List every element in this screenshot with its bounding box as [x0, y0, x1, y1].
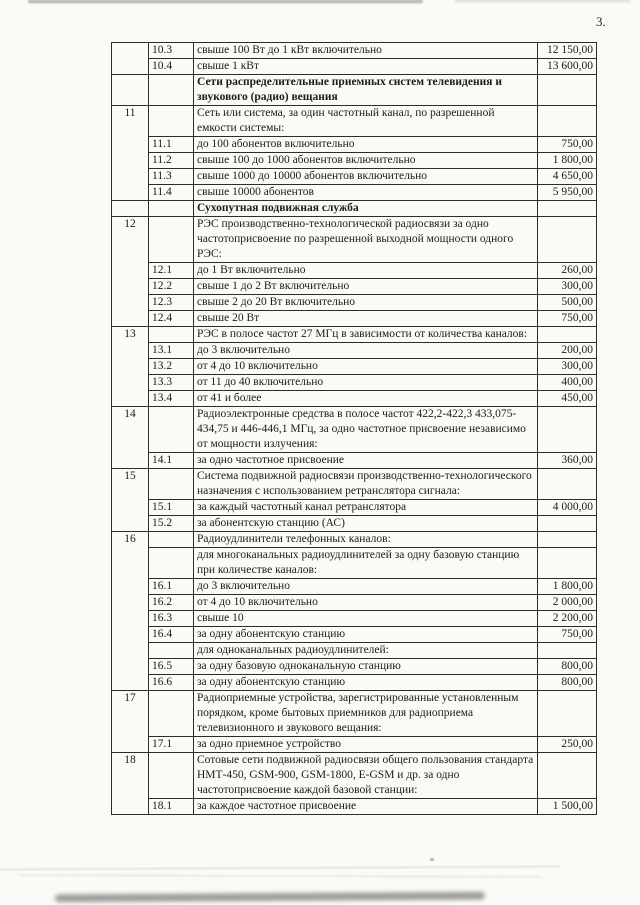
description-cell: за одну абонентскую станцию	[194, 627, 538, 643]
group-number-cell: 13	[112, 327, 149, 407]
table-row	[112, 627, 597, 643]
item-number-cell: 16.5	[149, 659, 194, 675]
price-cell: 4 650,00	[538, 169, 597, 185]
price-cell	[538, 753, 597, 799]
description-cell: до 3 включительно	[194, 579, 538, 595]
price-cell: 250,00	[538, 737, 597, 753]
price-cell: 1 800,00	[538, 153, 597, 169]
tariff-table	[111, 42, 597, 815]
description-cell: от 4 до 10 включительно	[194, 359, 538, 375]
description-cell: Радиоудлинители телефонных каналов:	[194, 532, 538, 548]
table-row	[112, 217, 597, 263]
table-row	[112, 327, 597, 343]
item-number-cell	[149, 532, 194, 548]
price-cell: 400,00	[538, 375, 597, 391]
table-row	[112, 453, 597, 469]
price-cell: 2 000,00	[538, 595, 597, 611]
price-cell	[538, 548, 597, 579]
scan-artifact-dot	[430, 858, 434, 861]
price-cell	[538, 75, 597, 106]
table-row	[112, 59, 597, 75]
price-cell: 750,00	[538, 311, 597, 327]
price-cell: 750,00	[538, 137, 597, 153]
price-cell	[538, 327, 597, 343]
description-cell: за одну базовую одноканальную станцию	[194, 659, 538, 675]
description-cell: Радиоприемные устройства, зарегистрированные установленным порядком, кроме бытовых приемников для радиоприема телевизионного и звукового вещания:	[194, 691, 538, 737]
table-row	[112, 675, 597, 691]
group-number-cell: 14	[112, 407, 149, 469]
price-cell: 4 000,00	[538, 500, 597, 516]
price-cell	[538, 643, 597, 659]
table-row	[112, 375, 597, 391]
table-row	[112, 43, 597, 59]
price-cell: 800,00	[538, 659, 597, 675]
description-cell: свыше 20 Вт	[194, 311, 538, 327]
table-row	[112, 295, 597, 311]
table-row	[112, 201, 597, 217]
description-cell: от 4 до 10 включительно	[194, 595, 538, 611]
item-number-cell: 13.2	[149, 359, 194, 375]
description-cell: Сотовые сети подвижной радиосвязи общего пользования стандарта НМТ-450, GSM-900, GSM-1800, E-GSM и др. за одно частотоприсвоение каждой базовой станции:	[194, 753, 538, 799]
description-cell: за каждый частотный канал ретранслятора	[194, 500, 538, 516]
section-header-cell: Сухопутная подвижная служба	[194, 201, 538, 217]
item-number-cell	[149, 469, 194, 500]
price-cell	[538, 106, 597, 137]
item-number-cell: 14.1	[149, 453, 194, 469]
table-row	[112, 185, 597, 201]
item-number-cell: 12.4	[149, 311, 194, 327]
description-cell: свыше 1 кВт	[194, 59, 538, 75]
price-cell: 12 150,00	[538, 43, 597, 59]
description-cell: свыше 100 до 1000 абонентов включительно	[194, 153, 538, 169]
group-number-cell	[112, 75, 149, 106]
table-row	[112, 579, 597, 595]
table-row	[112, 643, 597, 659]
price-cell	[538, 201, 597, 217]
item-number-cell: 18.1	[149, 799, 194, 815]
item-number-cell	[149, 217, 194, 263]
price-cell	[538, 516, 597, 532]
item-number-cell: 12.1	[149, 263, 194, 279]
description-cell: для многоканальных радиоудлинителей за одну базовую станцию при количестве каналов:	[194, 548, 538, 579]
table-row	[112, 516, 597, 532]
scan-artifact-top-right	[455, 0, 630, 2]
scan-artifact-bottom-smudge	[55, 892, 485, 903]
item-number-cell: 13.4	[149, 391, 194, 407]
price-cell: 5 950,00	[538, 185, 597, 201]
item-number-cell: 10.4	[149, 59, 194, 75]
group-number-cell	[112, 43, 149, 75]
item-number-cell	[149, 691, 194, 737]
item-number-cell: 15.1	[149, 500, 194, 516]
price-cell	[538, 407, 597, 453]
table-row	[112, 611, 597, 627]
item-number-cell	[149, 327, 194, 343]
price-cell	[538, 691, 597, 737]
description-cell: Радиоэлектронные средства в полосе частот 422,2-422,3 433,075-434,75 и 446-446,1 МГц, за одно частотное присвоение независимо от мощности излучения:	[194, 407, 538, 453]
group-number-cell: 16	[112, 532, 149, 691]
description-cell: от 11 до 40 включительно	[194, 375, 538, 391]
item-number-cell: 12.2	[149, 279, 194, 295]
scan-artifact-bottom-streak	[20, 874, 540, 878]
table-row	[112, 407, 597, 453]
table-row	[112, 153, 597, 169]
price-cell: 1 500,00	[538, 799, 597, 815]
table-row	[112, 359, 597, 375]
description-cell: для одноканальных радиоудлинителей:	[194, 643, 538, 659]
description-cell: за одно частотное присвоение	[194, 453, 538, 469]
description-cell: свыше 100 Вт до 1 кВт включительно	[194, 43, 538, 59]
description-cell: свыше 10	[194, 611, 538, 627]
price-cell	[538, 532, 597, 548]
item-number-cell	[149, 643, 194, 659]
item-number-cell: 16.3	[149, 611, 194, 627]
table-row	[112, 169, 597, 185]
page-number: 3.	[596, 14, 606, 29]
table-row	[112, 595, 597, 611]
description-cell: Система подвижной радиосвязи производственно-технологического назначения с использованием ретранслятора сигнала:	[194, 469, 538, 500]
description-cell: РЭС производственно-технологической радиосвязи за одно частотоприсвоение по разрешенной выходной мощности одного РЭС:	[194, 217, 538, 263]
description-cell: до 1 Вт включительно	[194, 263, 538, 279]
item-number-cell	[149, 201, 194, 217]
group-number-cell	[112, 201, 149, 217]
description-cell: до 100 абонентов включительно	[194, 137, 538, 153]
price-cell: 360,00	[538, 453, 597, 469]
item-number-cell: 16.6	[149, 675, 194, 691]
item-number-cell: 11.3	[149, 169, 194, 185]
price-cell: 800,00	[538, 675, 597, 691]
table-row	[112, 753, 597, 799]
description-cell: до 3 включительно	[194, 343, 538, 359]
group-number-cell: 11	[112, 106, 149, 201]
item-number-cell	[149, 75, 194, 106]
item-number-cell: 12.3	[149, 295, 194, 311]
table-row	[112, 391, 597, 407]
item-number-cell: 16.4	[149, 627, 194, 643]
item-number-cell: 16.2	[149, 595, 194, 611]
item-number-cell: 11.2	[149, 153, 194, 169]
price-cell: 500,00	[538, 295, 597, 311]
item-number-cell: 11.4	[149, 185, 194, 201]
description-cell: за каждое частотное присвоение	[194, 799, 538, 815]
description-cell: свыше 1 до 2 Вт включительно	[194, 279, 538, 295]
scan-artifact-top-left	[28, 0, 423, 3]
item-number-cell: 10.3	[149, 43, 194, 59]
price-cell: 300,00	[538, 359, 597, 375]
group-number-cell: 17	[112, 691, 149, 753]
table-row	[112, 311, 597, 327]
price-cell: 1 800,00	[538, 579, 597, 595]
table-row	[112, 279, 597, 295]
item-number-cell	[149, 407, 194, 453]
price-cell: 300,00	[538, 279, 597, 295]
table-row	[112, 691, 597, 737]
description-cell: Сеть или система, за один частотный канал, по разрешенной емкости системы:	[194, 106, 538, 137]
description-cell: за одно приемное устройство	[194, 737, 538, 753]
description-cell: свыше 2 до 20 Вт включительно	[194, 295, 538, 311]
group-number-cell: 15	[112, 469, 149, 532]
price-cell: 750,00	[538, 627, 597, 643]
item-number-cell: 11.1	[149, 137, 194, 153]
description-cell: свыше 10000 абонентов	[194, 185, 538, 201]
price-cell	[538, 217, 597, 263]
description-cell: за одну абонентскую станцию	[194, 675, 538, 691]
price-cell	[538, 469, 597, 500]
table-row	[112, 500, 597, 516]
table-row	[112, 137, 597, 153]
table-row	[112, 548, 597, 579]
item-number-cell: 13.1	[149, 343, 194, 359]
item-number-cell	[149, 106, 194, 137]
table-row	[112, 532, 597, 548]
description-cell: от 41 и более	[194, 391, 538, 407]
item-number-cell: 13.3	[149, 375, 194, 391]
group-number-cell: 18	[112, 753, 149, 815]
table-row	[112, 106, 597, 137]
price-cell: 2 200,00	[538, 611, 597, 627]
description-cell: РЭС в полосе частот 27 МГц в зависимости от количества каналов:	[194, 327, 538, 343]
section-header-cell: Сети распределительные приемных систем телевидения и звукового (радио) вещания	[194, 75, 538, 106]
table-row	[112, 263, 597, 279]
item-number-cell: 17.1	[149, 737, 194, 753]
table-row	[112, 659, 597, 675]
table-row	[112, 75, 597, 106]
price-cell: 260,00	[538, 263, 597, 279]
table-row	[112, 469, 597, 500]
price-cell: 13 600,00	[538, 59, 597, 75]
scan-artifact-bottom-streak	[0, 866, 560, 871]
price-cell: 200,00	[538, 343, 597, 359]
description-cell: за абонентскую станцию (АС)	[194, 516, 538, 532]
group-number-cell: 12	[112, 217, 149, 327]
description-cell: свыше 1000 до 10000 абонентов включительно	[194, 169, 538, 185]
price-cell: 450,00	[538, 391, 597, 407]
table-row	[112, 343, 597, 359]
table-row	[112, 799, 597, 815]
item-number-cell	[149, 753, 194, 799]
item-number-cell: 15.2	[149, 516, 194, 532]
item-number-cell: 16.1	[149, 579, 194, 595]
item-number-cell	[149, 548, 194, 579]
table-row	[112, 737, 597, 753]
